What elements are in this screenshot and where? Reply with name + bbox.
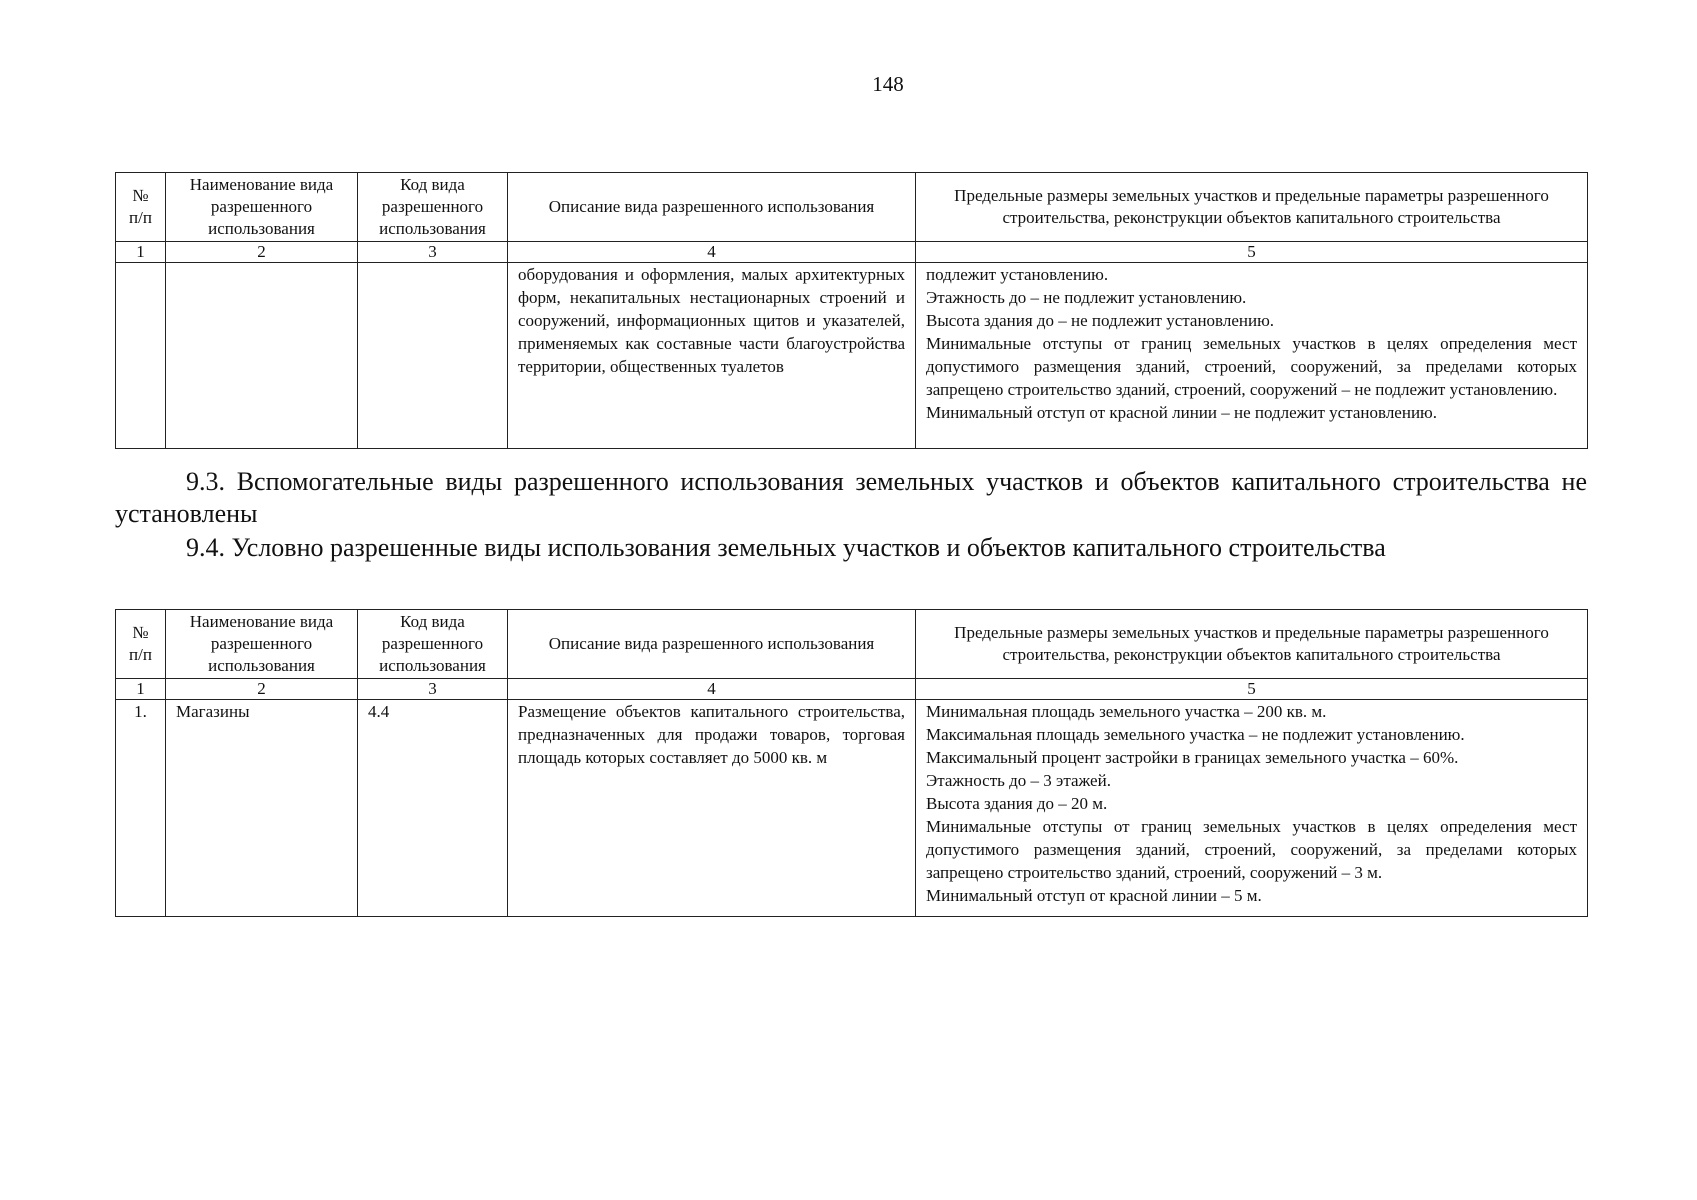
header-use-name: Наименование вида разрешенного использования — [166, 173, 358, 242]
parameter-line: Высота здания до – 20 м. — [926, 794, 1108, 813]
parameter-line: Этажность до – 3 этажей. — [926, 771, 1111, 790]
column-number-row — [116, 679, 1588, 700]
header-number: № п/п — [116, 610, 166, 679]
header-use-description: Описание вида разрешенного использования — [508, 610, 916, 679]
parameter-line: Минимальные отступы от границ земельных участков в целях определения мест допустимого размещения зданий, строений, сооружений, за пределами которых запрещено строительство зданий, строений, сооружений – 3 м. — [926, 817, 1577, 882]
parameter-line: Высота здания до – не подлежит установлению. — [926, 311, 1275, 330]
column-number: 4 — [508, 242, 916, 263]
column-number: 3 — [358, 679, 508, 700]
column-number-row — [116, 242, 1588, 263]
parameter-line: подлежит установлению. — [926, 265, 1109, 284]
parameter-line: Минимальный отступ от красной линии – 5 м. — [926, 886, 1262, 905]
header-parameters: Предельные размеры земельных участков и предельные параметры разрешенного строительства, реконструкции объектов капитального строительства — [916, 610, 1588, 679]
parameter-line: Максимальная площадь земельного участка – не подлежит установлению. — [926, 725, 1465, 744]
column-number: 1 — [116, 679, 166, 700]
parameter-line: Минимальная площадь земельного участка – 200 кв. м. — [926, 702, 1327, 721]
header-number: № п/п — [116, 173, 166, 242]
column-number: 5 — [916, 679, 1588, 700]
table-header-row — [116, 173, 1588, 242]
parameter-line: Максимальный процент застройки в границах земельного участка – 60%. — [926, 748, 1459, 767]
use-description: оборудования и оформления, малых архитектурных форм, некапитальных нестационарных строений и сооружений, информационных щитов и указателей, применяемых как составные части благоустройства территории, общественных туалетов — [508, 263, 916, 449]
use-code: 4.4 — [358, 700, 508, 917]
header-use-name: Наименование вида разрешенного использования — [166, 610, 358, 679]
column-number: 1 — [116, 242, 166, 263]
column-number: 5 — [916, 242, 1588, 263]
parameter-line: Минимальные отступы от границ земельных участков в целях определения мест допустимого размещения зданий, строений, сооружений, за пределами которых запрещено строительство зданий, строений, сооружений – не подлежит установлению. — [926, 334, 1577, 399]
header-use-description: Описание вида разрешенного использования — [508, 173, 916, 242]
use-parameters — [916, 263, 1588, 449]
header-use-code: Код вида разрешенного использования — [358, 173, 508, 242]
column-number: 2 — [166, 242, 358, 263]
column-number: 4 — [508, 679, 916, 700]
section-heading-9-4: 9.4. Условно разрешенные виды использования земельных участков и объектов капитального строительства — [186, 533, 1386, 562]
table-row — [116, 263, 1588, 449]
table-row — [116, 700, 1588, 917]
use-name: Магазины — [166, 700, 358, 917]
zoning-table-continued — [115, 172, 1588, 449]
header-parameters: Предельные размеры земельных участков и предельные параметры разрешенного строительства, реконструкции объектов капитального строительства — [916, 173, 1588, 242]
section-heading-9-3: 9.3. Вспомогательные виды разрешенного использования земельных участков и объектов капитального строительства не установлены — [115, 467, 1587, 528]
use-description: Размещение объектов капитального строительства, предназначенных для продажи товаров, торговая площадь которых составляет до 5000 кв. м — [508, 700, 916, 917]
row-number: 1. — [116, 700, 166, 917]
use-code — [358, 263, 508, 449]
page-number: 148 — [872, 72, 904, 96]
parameter-line: Этажность до – не подлежит установлению. — [926, 288, 1247, 307]
use-parameters — [916, 700, 1588, 917]
conditional-uses-table — [115, 609, 1588, 917]
header-use-code: Код вида разрешенного использования — [358, 610, 508, 679]
row-number — [116, 263, 166, 449]
parameter-line: Минимальный отступ от красной линии – не подлежит установлению. — [926, 403, 1437, 422]
table-header-row — [116, 610, 1588, 679]
column-number: 3 — [358, 242, 508, 263]
column-number: 2 — [166, 679, 358, 700]
use-name — [166, 263, 358, 449]
